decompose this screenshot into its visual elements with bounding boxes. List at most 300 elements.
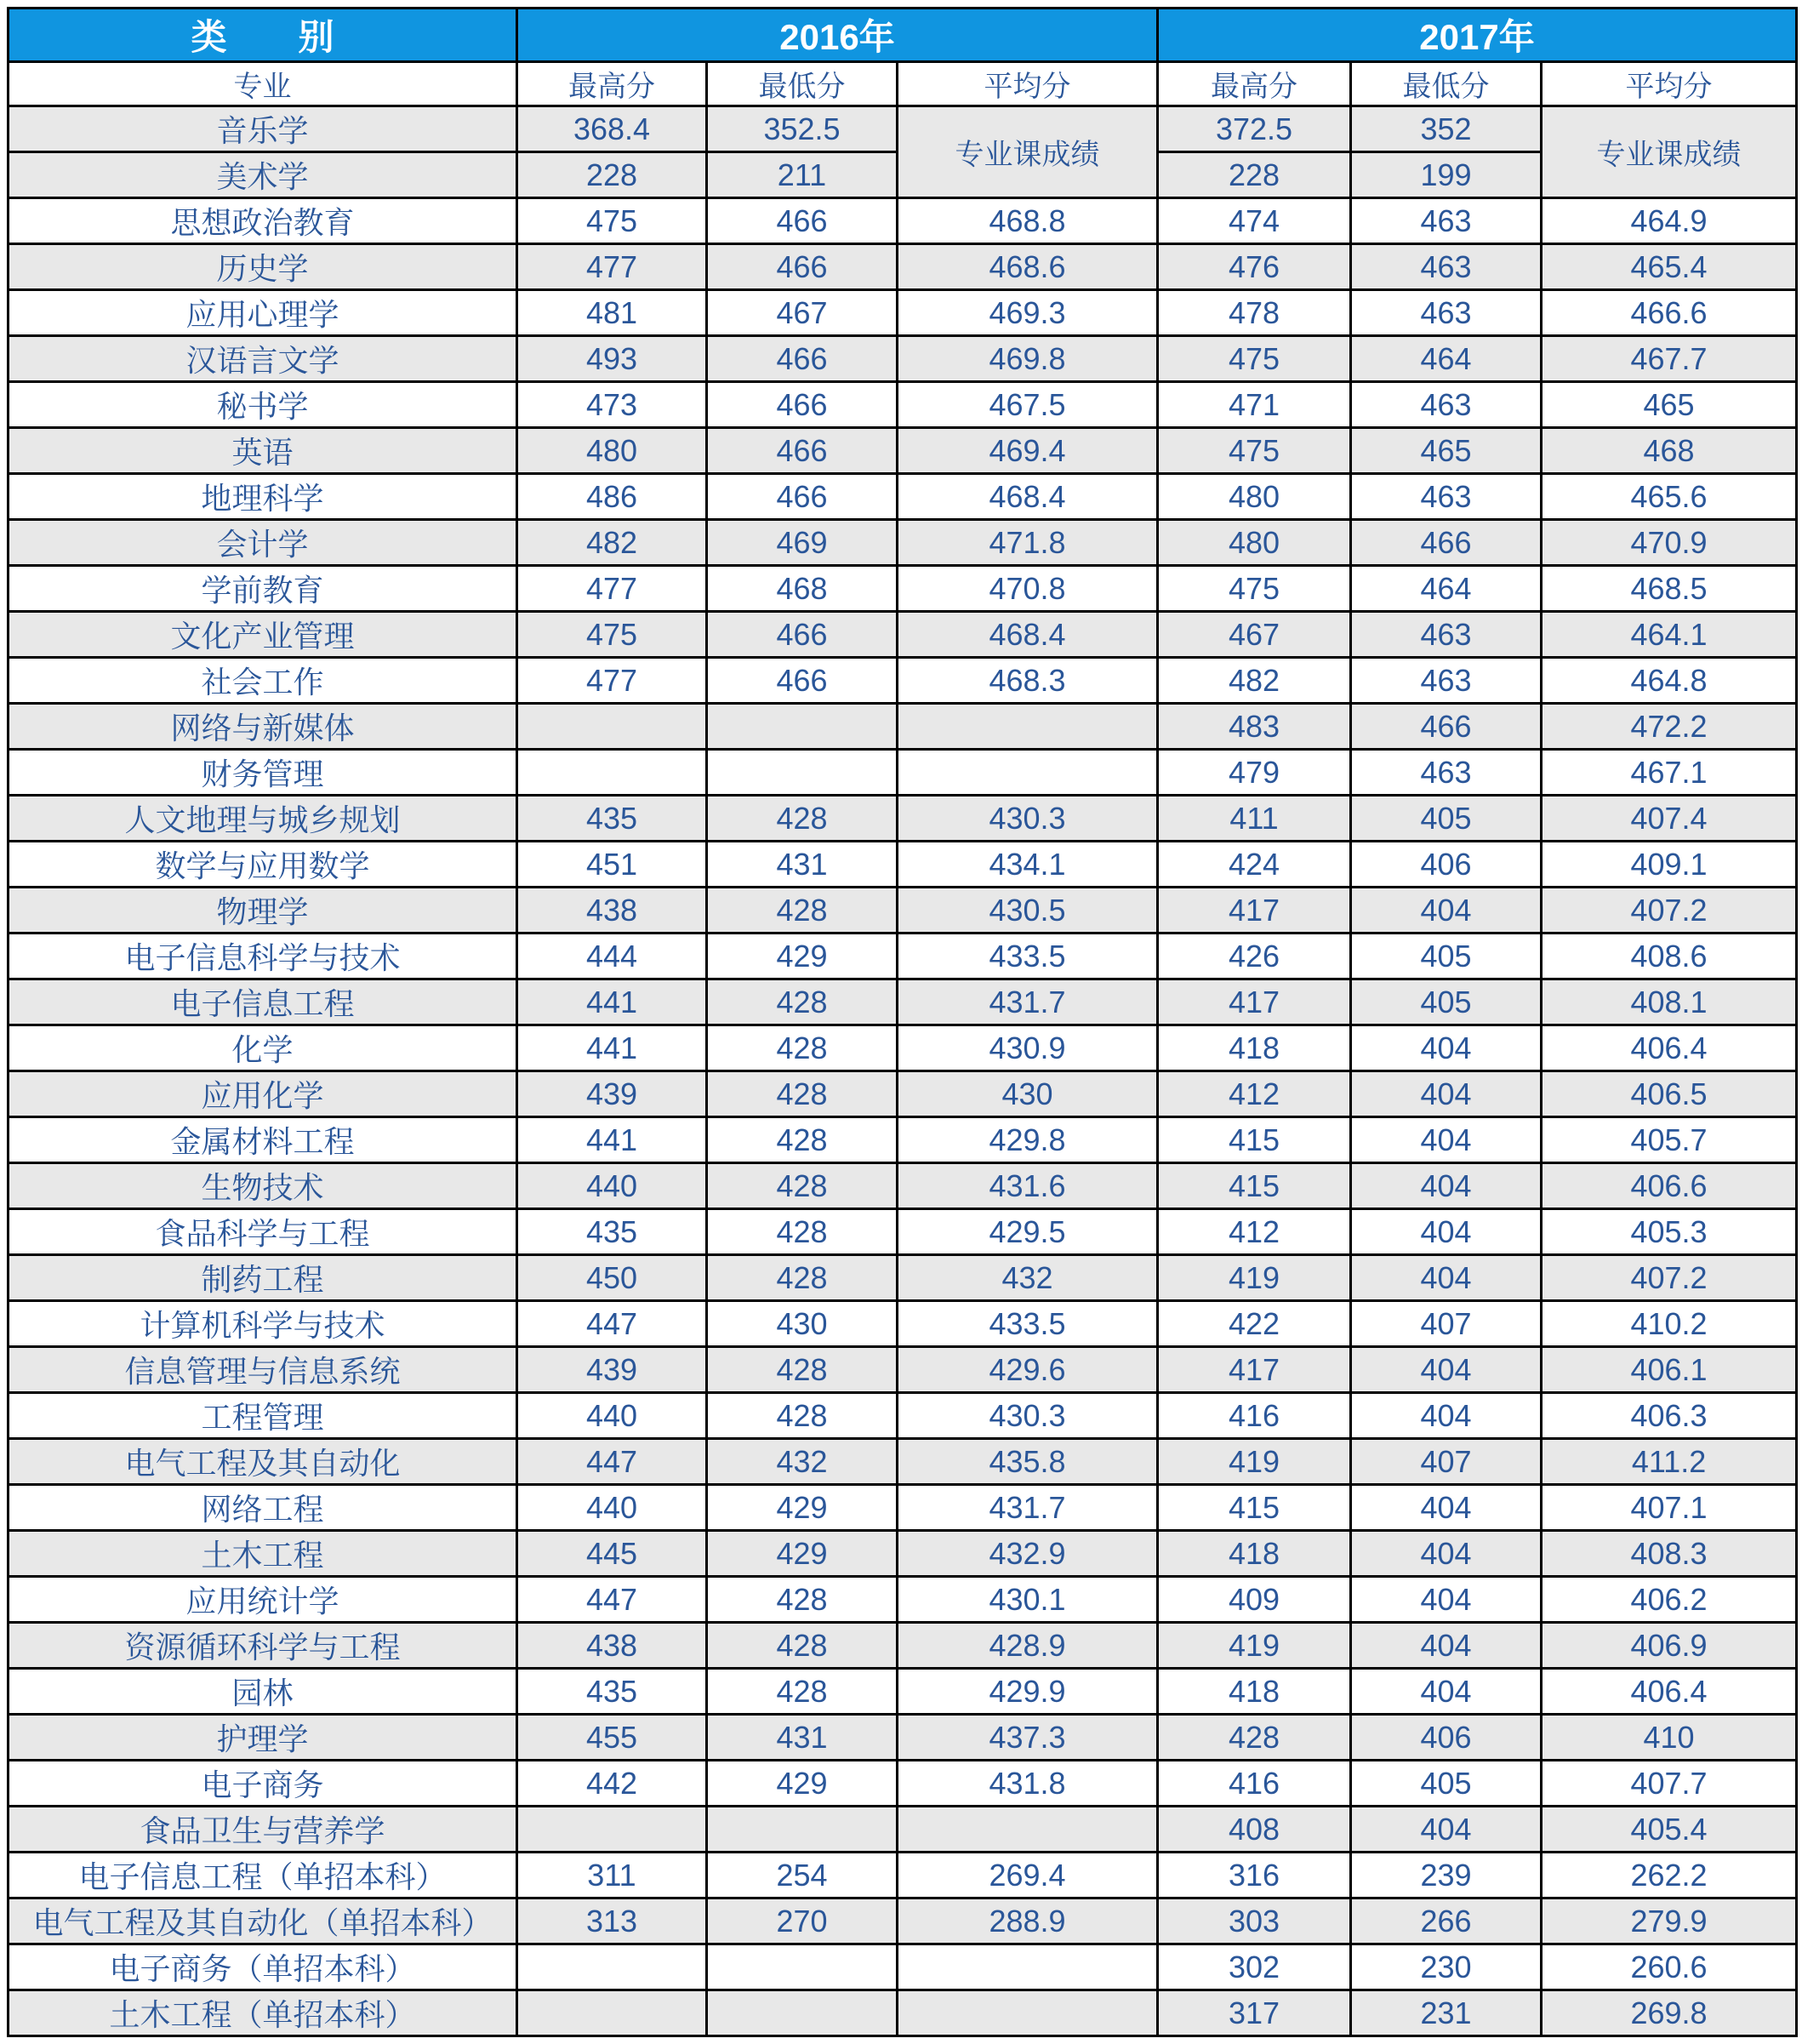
year-2017-header-cell: 2017年 [1158, 9, 1797, 62]
major-name-cell: 物理学 [9, 888, 517, 934]
score-cell: 429.5 [898, 1209, 1158, 1255]
score-cell: 407.7 [1542, 1761, 1797, 1807]
table-row [9, 1898, 1797, 1944]
score-cell: 475 [517, 198, 707, 244]
score-cell: 418 [1158, 1025, 1351, 1071]
score-cell [898, 1807, 1158, 1853]
score-cell: 269.8 [1542, 1990, 1797, 2036]
table-row [9, 979, 1797, 1025]
score-cell: 467.5 [898, 382, 1158, 428]
score-cell: 431 [707, 842, 898, 888]
table-row [9, 1577, 1797, 1623]
score-cell [707, 1807, 898, 1853]
score-cell: 270 [707, 1898, 898, 1944]
score-cell: 431 [707, 1715, 898, 1761]
major-name-cell: 应用统计学 [9, 1577, 517, 1623]
score-cell: 404 [1351, 1117, 1542, 1163]
major-name-cell: 资源循环科学与工程 [9, 1623, 517, 1669]
score-cell: 466 [707, 336, 898, 382]
score-cell [898, 1990, 1158, 2036]
major-name-cell: 信息管理与信息系统 [9, 1347, 517, 1393]
score-cell: 428 [707, 888, 898, 934]
score-cell: 407 [1351, 1439, 1542, 1485]
score-cell: 441 [517, 1025, 707, 1071]
score-cell: 467.1 [1542, 750, 1797, 796]
score-cell [898, 750, 1158, 796]
score-cell: 406 [1351, 1715, 1542, 1761]
score-cell: 447 [517, 1439, 707, 1485]
table-row [9, 1347, 1797, 1393]
major-name-cell: 食品科学与工程 [9, 1209, 517, 1255]
major-name-cell: 文化产业管理 [9, 612, 517, 658]
major-name-cell: 汉语言文学 [9, 336, 517, 382]
table-row [9, 1439, 1797, 1485]
score-cell: 405.7 [1542, 1117, 1797, 1163]
score-cell: 228 [517, 152, 707, 198]
score-cell: 404 [1351, 1485, 1542, 1531]
score-cell: 429 [707, 934, 898, 979]
major-name-cell: 生物技术 [9, 1163, 517, 1209]
score-cell: 493 [517, 336, 707, 382]
score-cell: 211 [707, 152, 898, 198]
score-cell: 428 [707, 1209, 898, 1255]
table-body [9, 106, 1797, 2036]
score-cell: 464 [1351, 566, 1542, 612]
score-cell: 406.9 [1542, 1623, 1797, 1669]
score-cell: 430.3 [898, 796, 1158, 842]
major-name-cell: 数学与应用数学 [9, 842, 517, 888]
merged-average-cell: 专业课成绩 [1542, 106, 1797, 198]
score-cell: 437.3 [898, 1715, 1158, 1761]
score-cell: 475 [517, 612, 707, 658]
major-name-cell: 制药工程 [9, 1255, 517, 1301]
score-cell: 415 [1158, 1117, 1351, 1163]
score-cell: 228 [1158, 152, 1351, 198]
score-cell: 477 [517, 566, 707, 612]
score-cell: 455 [517, 1715, 707, 1761]
score-cell: 463 [1351, 382, 1542, 428]
score-cell: 475 [1158, 428, 1351, 474]
score-cell: 405 [1351, 1761, 1542, 1807]
year-band-row [9, 9, 1797, 62]
table-row [9, 1623, 1797, 1669]
score-cell: 406.1 [1542, 1347, 1797, 1393]
score-cell: 428 [707, 1577, 898, 1623]
score-cell: 231 [1351, 1990, 1542, 2036]
major-name-cell: 会计学 [9, 520, 517, 566]
score-cell: 463 [1351, 198, 1542, 244]
score-cell: 466 [707, 198, 898, 244]
score-cell: 480 [1158, 520, 1351, 566]
score-cell: 466 [707, 612, 898, 658]
table-row [9, 474, 1797, 520]
major-name-cell: 化学 [9, 1025, 517, 1071]
score-cell: 429.9 [898, 1669, 1158, 1715]
score-cell: 451 [517, 842, 707, 888]
score-cell: 467 [707, 290, 898, 336]
score-cell: 440 [517, 1393, 707, 1439]
score-cell: 417 [1158, 1347, 1351, 1393]
table-row [9, 1944, 1797, 1990]
score-cell: 469.3 [898, 290, 1158, 336]
major-name-cell: 电气工程及其自动化 [9, 1439, 517, 1485]
score-cell: 463 [1351, 658, 1542, 704]
score-cell: 439 [517, 1347, 707, 1393]
score-cell: 481 [517, 290, 707, 336]
score-cell: 440 [517, 1485, 707, 1531]
score-cell: 463 [1351, 244, 1542, 290]
score-cell: 473 [517, 382, 707, 428]
score-cell: 415 [1158, 1485, 1351, 1531]
table-row [9, 520, 1797, 566]
score-cell: 429 [707, 1761, 898, 1807]
admission-scores-table [7, 7, 1798, 2037]
score-cell [517, 750, 707, 796]
score-cell: 269.4 [898, 1853, 1158, 1898]
table-row [9, 934, 1797, 979]
score-cell: 470.9 [1542, 520, 1797, 566]
major-name-cell: 金属材料工程 [9, 1117, 517, 1163]
major-name-cell: 人文地理与城乡规划 [9, 796, 517, 842]
major-name-cell: 网络与新媒体 [9, 704, 517, 750]
score-cell: 199 [1351, 152, 1542, 198]
score-cell: 476 [1158, 244, 1351, 290]
score-cell: 482 [1158, 658, 1351, 704]
score-cell: 417 [1158, 888, 1351, 934]
score-cell: 482 [517, 520, 707, 566]
score-cell: 404 [1351, 1669, 1542, 1715]
score-cell: 404 [1351, 1209, 1542, 1255]
table-row [9, 290, 1797, 336]
score-cell: 468 [1542, 428, 1797, 474]
score-cell: 412 [1158, 1071, 1351, 1117]
score-cell: 469.4 [898, 428, 1158, 474]
major-name-cell: 应用化学 [9, 1071, 517, 1117]
score-cell: 404 [1351, 1623, 1542, 1669]
score-cell: 435.8 [898, 1439, 1158, 1485]
score-cell: 428 [707, 796, 898, 842]
score-cell: 407.1 [1542, 1485, 1797, 1531]
score-cell: 311 [517, 1853, 707, 1898]
score-cell: 431.6 [898, 1163, 1158, 1209]
score-cell: 428 [1158, 1715, 1351, 1761]
score-cell: 404 [1351, 1807, 1542, 1853]
score-cell: 428 [707, 1071, 898, 1117]
score-cell: 468.4 [898, 474, 1158, 520]
score-cell: 433.5 [898, 934, 1158, 979]
score-cell: 411.2 [1542, 1439, 1797, 1485]
table-row [9, 842, 1797, 888]
score-cell: 288.9 [898, 1898, 1158, 1944]
score-cell: 445 [517, 1531, 707, 1577]
score-cell: 239 [1351, 1853, 1542, 1898]
score-cell: 408.6 [1542, 934, 1797, 979]
score-cell: 352 [1351, 106, 1542, 152]
table-row [9, 796, 1797, 842]
table-row [9, 1209, 1797, 1255]
score-cell: 407 [1351, 1301, 1542, 1347]
score-cell: 405 [1351, 796, 1542, 842]
score-cell: 440 [517, 1163, 707, 1209]
table-header [9, 9, 1797, 106]
major-header-cell: 专业 [9, 62, 517, 106]
max-2017-header-cell: 最高分 [1158, 62, 1351, 106]
score-cell: 468.3 [898, 658, 1158, 704]
sub-header-row [9, 62, 1797, 106]
major-name-cell: 电子信息科学与技术 [9, 934, 517, 979]
major-name-cell: 电子商务 [9, 1761, 517, 1807]
score-cell: 406 [1351, 842, 1542, 888]
major-name-cell: 财务管理 [9, 750, 517, 796]
score-cell: 428 [707, 1347, 898, 1393]
score-cell: 465.6 [1542, 474, 1797, 520]
score-cell: 471.8 [898, 520, 1158, 566]
score-cell [517, 1807, 707, 1853]
score-cell: 478 [1158, 290, 1351, 336]
score-cell: 407.2 [1542, 888, 1797, 934]
score-cell: 410 [1542, 1715, 1797, 1761]
table-row [9, 1853, 1797, 1898]
score-cell: 409 [1158, 1577, 1351, 1623]
score-cell: 411 [1158, 796, 1351, 842]
score-cell: 438 [517, 1623, 707, 1669]
year-2016-header-cell: 2016年 [517, 9, 1158, 62]
table-row [9, 1071, 1797, 1117]
score-cell: 444 [517, 934, 707, 979]
major-name-cell: 学前教育 [9, 566, 517, 612]
score-cell: 468.5 [1542, 566, 1797, 612]
score-cell: 404 [1351, 1577, 1542, 1623]
major-name-cell: 音乐学 [9, 106, 517, 152]
table-row [9, 382, 1797, 428]
score-cell: 480 [1158, 474, 1351, 520]
score-cell: 422 [1158, 1301, 1351, 1347]
score-cell: 404 [1351, 888, 1542, 934]
score-cell [707, 1944, 898, 1990]
score-cell: 466 [707, 244, 898, 290]
major-name-cell: 电子信息工程（单招本科） [9, 1853, 517, 1898]
score-cell: 474 [1158, 198, 1351, 244]
major-name-cell: 电子信息工程 [9, 979, 517, 1025]
score-cell: 469.8 [898, 336, 1158, 382]
score-cell: 429.6 [898, 1347, 1158, 1393]
score-cell [707, 750, 898, 796]
score-cell: 352.5 [707, 106, 898, 152]
table-row [9, 1761, 1797, 1807]
score-cell: 432 [707, 1439, 898, 1485]
table-row [9, 1393, 1797, 1439]
score-cell: 432 [898, 1255, 1158, 1301]
major-name-cell: 美术学 [9, 152, 517, 198]
score-cell: 463 [1351, 750, 1542, 796]
score-cell: 407.2 [1542, 1255, 1797, 1301]
score-cell: 479 [1158, 750, 1351, 796]
table-row [9, 612, 1797, 658]
score-cell: 404 [1351, 1531, 1542, 1577]
score-cell: 405.3 [1542, 1209, 1797, 1255]
score-cell: 466 [1351, 520, 1542, 566]
score-cell: 468 [707, 566, 898, 612]
score-cell: 313 [517, 1898, 707, 1944]
merged-average-cell: 专业课成绩 [898, 106, 1158, 198]
score-cell: 405 [1351, 934, 1542, 979]
score-cell: 428 [707, 1393, 898, 1439]
table-row [9, 106, 1797, 152]
table-row [9, 1117, 1797, 1163]
avg-2017-header-cell: 平均分 [1542, 62, 1797, 106]
score-cell: 430 [898, 1071, 1158, 1117]
score-cell: 450 [517, 1255, 707, 1301]
table-row [9, 198, 1797, 244]
score-cell: 464.8 [1542, 658, 1797, 704]
score-cell: 431.8 [898, 1761, 1158, 1807]
score-cell: 431.7 [898, 1485, 1158, 1531]
score-cell: 404 [1351, 1393, 1542, 1439]
score-cell: 480 [517, 428, 707, 474]
score-cell: 472.2 [1542, 704, 1797, 750]
score-cell: 303 [1158, 1898, 1351, 1944]
score-cell: 254 [707, 1853, 898, 1898]
max-2016-header-cell: 最高分 [517, 62, 707, 106]
score-cell: 429.8 [898, 1117, 1158, 1163]
score-cell: 316 [1158, 1853, 1351, 1898]
score-cell: 368.4 [517, 106, 707, 152]
score-cell: 477 [517, 244, 707, 290]
score-cell: 405.4 [1542, 1807, 1797, 1853]
major-name-cell: 土木工程（单招本科） [9, 1990, 517, 2036]
table-row [9, 1669, 1797, 1715]
score-cell: 483 [1158, 704, 1351, 750]
score-cell [517, 704, 707, 750]
score-cell: 302 [1158, 1944, 1351, 1990]
major-name-cell: 思想政治教育 [9, 198, 517, 244]
score-cell: 416 [1158, 1761, 1351, 1807]
score-cell: 429 [707, 1485, 898, 1531]
score-cell: 406.4 [1542, 1025, 1797, 1071]
score-cell: 429 [707, 1531, 898, 1577]
score-cell: 463 [1351, 612, 1542, 658]
major-name-cell: 工程管理 [9, 1393, 517, 1439]
score-cell: 466 [707, 658, 898, 704]
score-cell: 435 [517, 796, 707, 842]
table-row [9, 704, 1797, 750]
score-cell: 404 [1351, 1163, 1542, 1209]
score-cell: 467.7 [1542, 336, 1797, 382]
major-name-cell: 电子商务（单招本科） [9, 1944, 517, 1990]
major-name-cell: 秘书学 [9, 382, 517, 428]
score-cell: 408.3 [1542, 1531, 1797, 1577]
table-row [9, 1163, 1797, 1209]
score-cell: 406.2 [1542, 1577, 1797, 1623]
score-cell [707, 1990, 898, 2036]
score-cell: 409.1 [1542, 842, 1797, 888]
score-cell: 428 [707, 1117, 898, 1163]
major-name-cell: 护理学 [9, 1715, 517, 1761]
score-cell: 406.4 [1542, 1669, 1797, 1715]
score-cell: 415 [1158, 1163, 1351, 1209]
score-cell: 408.1 [1542, 979, 1797, 1025]
table-row [9, 1715, 1797, 1761]
score-cell: 418 [1158, 1531, 1351, 1577]
score-cell: 405 [1351, 979, 1542, 1025]
score-cell: 434.1 [898, 842, 1158, 888]
score-cell: 417 [1158, 979, 1351, 1025]
score-cell: 428 [707, 1255, 898, 1301]
score-cell: 475 [1158, 566, 1351, 612]
score-cell: 430.5 [898, 888, 1158, 934]
score-cell: 475 [1158, 336, 1351, 382]
score-cell: 486 [517, 474, 707, 520]
table-row [9, 1301, 1797, 1347]
score-cell: 428 [707, 1025, 898, 1071]
score-cell: 407.4 [1542, 796, 1797, 842]
table-row [9, 1485, 1797, 1531]
table-row [9, 244, 1797, 290]
score-cell: 432.9 [898, 1531, 1158, 1577]
score-cell: 466.6 [1542, 290, 1797, 336]
score-cell: 279.9 [1542, 1898, 1797, 1944]
score-cell: 418 [1158, 1669, 1351, 1715]
score-cell: 419 [1158, 1255, 1351, 1301]
score-cell [517, 1990, 707, 2036]
score-cell: 447 [517, 1577, 707, 1623]
score-cell: 441 [517, 979, 707, 1025]
score-cell [898, 704, 1158, 750]
score-cell: 260.6 [1542, 1944, 1797, 1990]
score-cell: 465.4 [1542, 244, 1797, 290]
major-name-cell: 历史学 [9, 244, 517, 290]
score-cell: 262.2 [1542, 1853, 1797, 1898]
score-cell: 230 [1351, 1944, 1542, 1990]
major-name-cell: 土木工程 [9, 1531, 517, 1577]
score-cell: 466 [707, 474, 898, 520]
score-cell: 404 [1351, 1025, 1542, 1071]
score-cell [517, 1944, 707, 1990]
score-cell: 468.8 [898, 198, 1158, 244]
score-cell: 431.7 [898, 979, 1158, 1025]
major-name-cell: 电气工程及其自动化（单招本科） [9, 1898, 517, 1944]
score-cell: 430.9 [898, 1025, 1158, 1071]
major-name-cell: 社会工作 [9, 658, 517, 704]
major-name-cell: 园林 [9, 1669, 517, 1715]
score-cell: 470.8 [898, 566, 1158, 612]
score-cell: 428 [707, 1163, 898, 1209]
score-cell: 463 [1351, 290, 1542, 336]
table-row [9, 1807, 1797, 1853]
score-cell: 419 [1158, 1623, 1351, 1669]
major-name-cell: 英语 [9, 428, 517, 474]
score-cell: 467 [1158, 612, 1351, 658]
score-cell: 266 [1351, 1898, 1542, 1944]
avg-2016-header-cell: 平均分 [898, 62, 1158, 106]
score-cell: 410.2 [1542, 1301, 1797, 1347]
major-name-cell: 应用心理学 [9, 290, 517, 336]
score-cell: 477 [517, 658, 707, 704]
score-cell: 464.9 [1542, 198, 1797, 244]
score-cell: 469 [707, 520, 898, 566]
score-cell: 404 [1351, 1255, 1542, 1301]
score-cell: 430.1 [898, 1577, 1158, 1623]
score-cell: 430.3 [898, 1393, 1158, 1439]
min-2017-header-cell: 最低分 [1351, 62, 1542, 106]
score-cell: 464.1 [1542, 612, 1797, 658]
score-cell: 412 [1158, 1209, 1351, 1255]
score-cell: 404 [1351, 1347, 1542, 1393]
category-header-cell: 类 别 [9, 9, 517, 62]
table-row [9, 888, 1797, 934]
table-row [9, 336, 1797, 382]
score-cell: 466 [707, 382, 898, 428]
